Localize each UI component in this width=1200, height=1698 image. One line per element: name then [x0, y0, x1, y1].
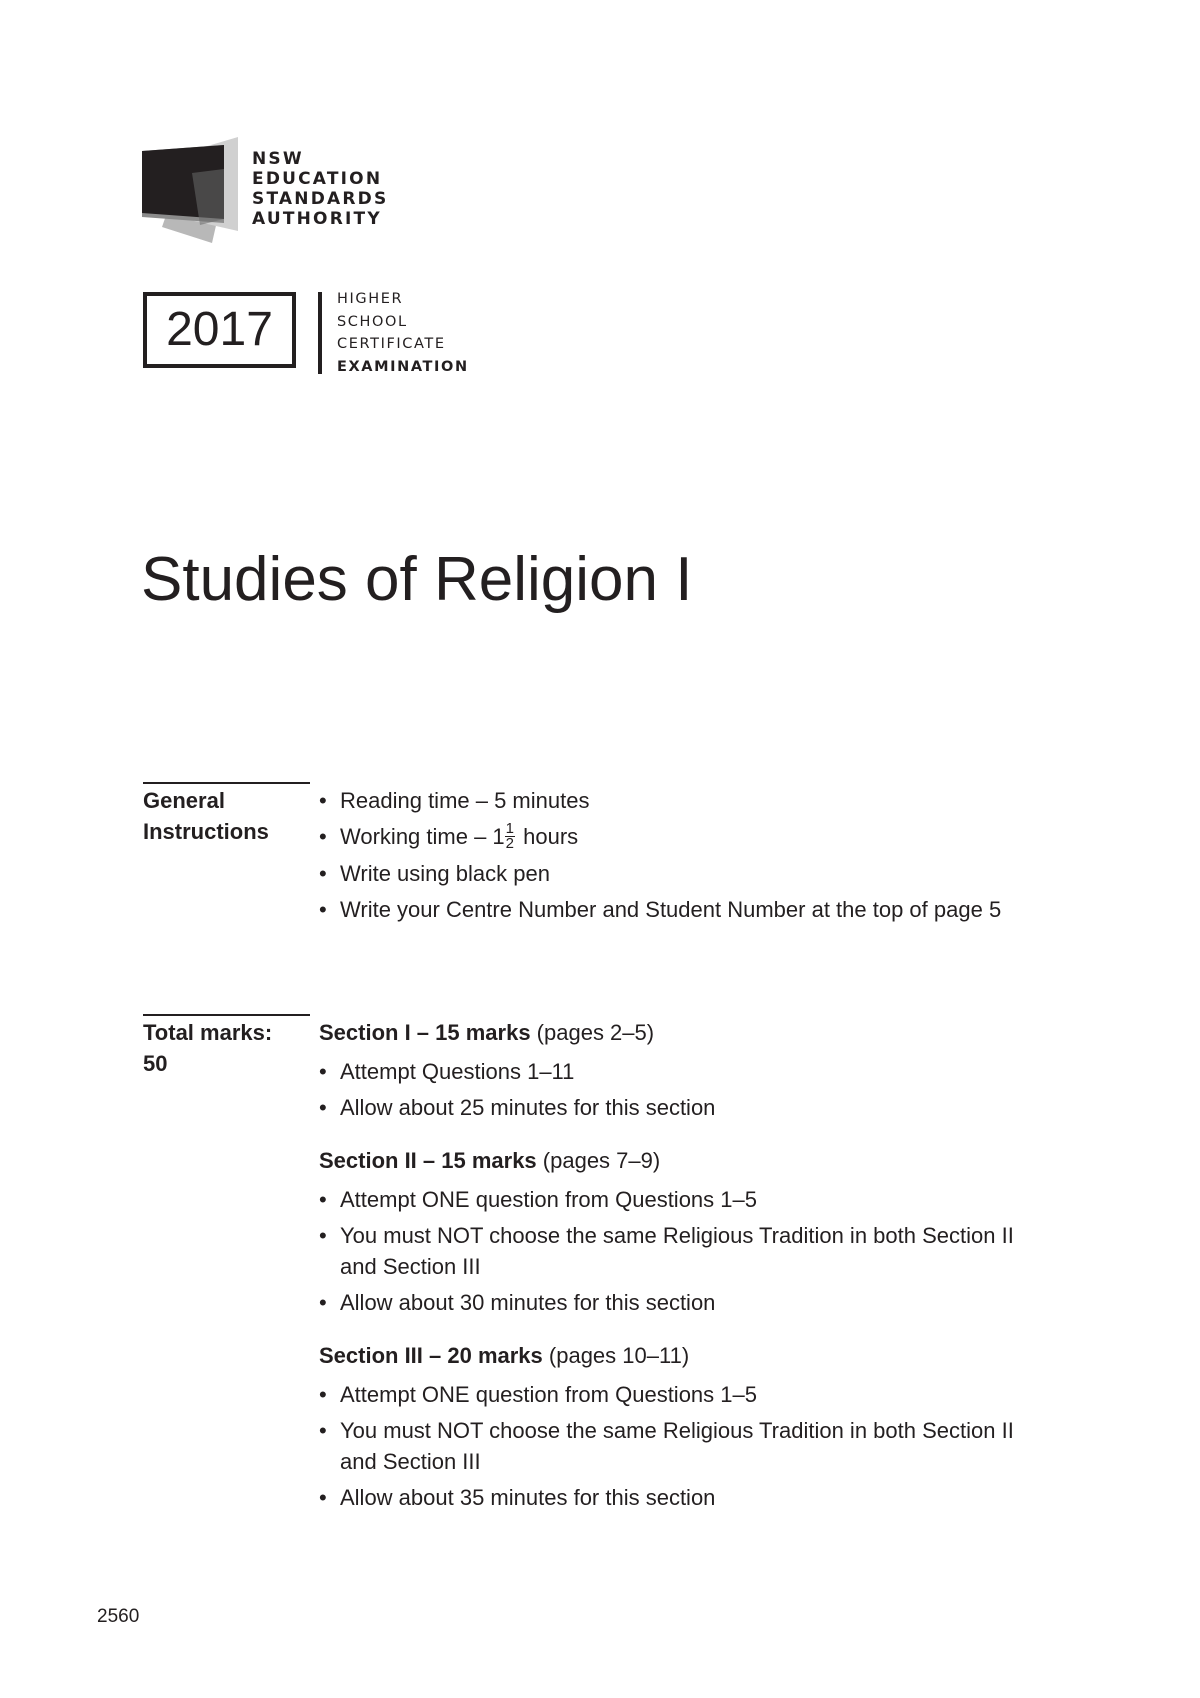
exam-type: [337, 288, 469, 378]
section-heading-bold: Section II – 15 marks: [319, 1148, 537, 1173]
list-item-text: You must NOT choose the same Religious Tradition in both Section II and Section III: [340, 1223, 1014, 1279]
divider: [318, 292, 322, 374]
logo-line: EDUCATION: [252, 169, 383, 189]
list-item-text: Write using black pen: [340, 860, 550, 886]
list-item-text: Write your Centre Number and Student Number at the top of page 5: [340, 896, 1002, 922]
list-item: [319, 1287, 1039, 1318]
exam-year: 2017: [143, 292, 296, 368]
label-line: General: [143, 788, 225, 813]
fraction: [505, 819, 515, 852]
bullet: •: [319, 896, 327, 922]
list-item-text: Allow about 35 minutes for this section: [340, 1485, 716, 1510]
list-item: [319, 858, 1039, 889]
nesa-logo-icon: [142, 135, 247, 245]
list-item: [319, 785, 1039, 816]
fraction-numerator: 1: [505, 819, 514, 837]
fraction-denominator: 2: [505, 834, 514, 852]
list-item-text: Attempt ONE question from Questions 1–5: [340, 1382, 757, 1407]
section-heading-pages: (pages 10–11): [542, 1343, 690, 1368]
logo-line: AUTHORITY: [252, 209, 382, 229]
list-item-text: Attempt ONE question from Questions 1–5: [340, 1187, 757, 1212]
exam-type-line: CERTIFICATE: [337, 336, 446, 352]
bullet: •: [319, 824, 327, 849]
logo-line: NSW: [252, 149, 304, 169]
section-heading-pages: (pages 2–5): [530, 1020, 655, 1045]
bullet: •: [319, 788, 327, 813]
bullet: •: [319, 1095, 327, 1120]
section-rule: [143, 1014, 310, 1016]
list-item: [319, 1379, 1039, 1410]
section-rule: [143, 782, 310, 784]
label-line: Total marks:: [143, 1020, 273, 1045]
bullet: •: [319, 860, 327, 886]
exam-type-line: HIGHER: [337, 291, 404, 307]
general-instructions-list: [319, 785, 1039, 930]
section-heading-bold: Section III – 20 marks: [319, 1343, 543, 1368]
label-line: Instructions: [143, 819, 269, 844]
list-item: [319, 821, 1039, 853]
label-line: 50: [143, 1051, 168, 1076]
logo-wordmark: [252, 149, 388, 229]
exam-type-line: SCHOOL: [337, 313, 408, 330]
list-item: [319, 1220, 1039, 1282]
section-heading: [319, 1145, 1039, 1176]
list-item-text: Reading time – 5 minutes: [340, 788, 590, 813]
list-item: [319, 1482, 1039, 1513]
bullet: •: [319, 1485, 327, 1510]
bullet: •: [319, 1187, 327, 1212]
list-item-text: Attempt Questions 1–11: [340, 1059, 575, 1084]
list-item: [319, 1184, 1039, 1215]
section-heading-bold: Section I – 15 marks: [319, 1020, 531, 1045]
section-heading: [319, 1017, 1039, 1048]
list-item-text: hours: [523, 824, 579, 849]
logo-line: STANDARDS: [252, 189, 389, 209]
list-item-text: Working time – 1: [340, 824, 505, 849]
list-item: [319, 894, 1039, 925]
bullet: •: [319, 1382, 327, 1407]
list-item: [319, 1056, 1039, 1087]
page-code: 2560: [97, 1606, 140, 1627]
bullet: •: [319, 1418, 327, 1443]
page-title: Studies of Religion I: [141, 545, 693, 614]
bullet: •: [319, 1059, 327, 1084]
total-marks-label: [143, 1017, 272, 1079]
general-instructions-label: [143, 785, 269, 847]
bullet: •: [319, 1290, 327, 1315]
section-heading: [319, 1340, 1039, 1371]
bullet: •: [319, 1223, 327, 1248]
nesa-logo: [142, 135, 402, 245]
exam-type-line: EXAMINATION: [337, 358, 469, 375]
list-item-text: Allow about 30 minutes for this section: [340, 1290, 716, 1315]
section-heading-pages: (pages 7–9): [536, 1148, 661, 1173]
list-item-text: You must NOT choose the same Religious Tradition in both Section II and Section III: [340, 1418, 1014, 1474]
list-item-text: Allow about 25 minutes for this section: [340, 1095, 716, 1120]
list-item: [319, 1092, 1039, 1123]
sections-list: [319, 1017, 1039, 1518]
list-item: [319, 1415, 1039, 1477]
